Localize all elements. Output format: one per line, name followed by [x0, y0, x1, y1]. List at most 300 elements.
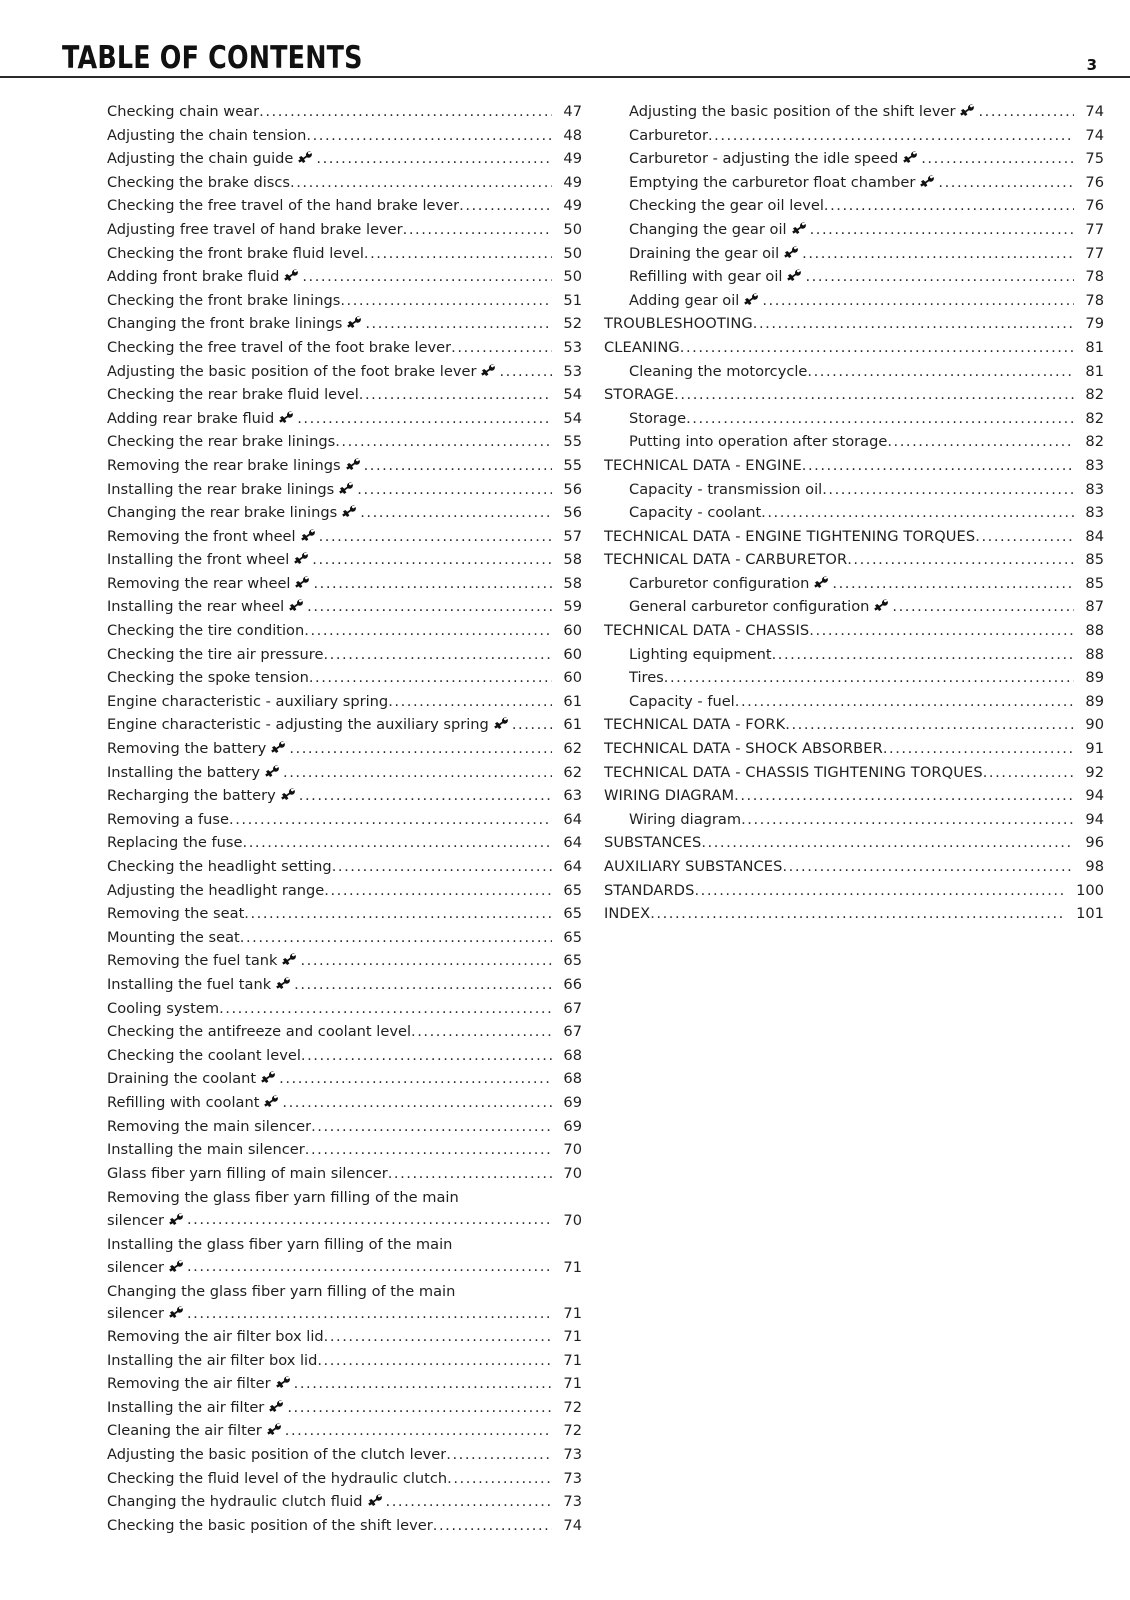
- toc-sub-entry[interactable]: [82, 595, 582, 619]
- toc-page-number: 82: [1085, 433, 1104, 451]
- toc-page-number: 98: [1085, 858, 1104, 875]
- toc-entry-label: Cooling system: [107, 999, 220, 1017]
- toc-sub-entry[interactable]: [604, 407, 1104, 431]
- wrench-icon: [169, 1260, 184, 1273]
- wrench-icon: [269, 1400, 284, 1413]
- toc-page-number: 48: [563, 126, 582, 144]
- dot-leader: [741, 808, 1074, 832]
- toc-sub-entry[interactable]: [82, 973, 582, 997]
- wrench-icon: [169, 1213, 184, 1226]
- dot-leader: [694, 879, 1066, 903]
- toc-sub-entry[interactable]: [82, 242, 582, 266]
- toc-page-number: 72: [563, 1422, 582, 1440]
- toc-sub-entry[interactable]: [604, 808, 1104, 832]
- toc-sub-entry[interactable]: [82, 949, 582, 973]
- toc-entry-label: Checking the brake discs: [107, 173, 290, 191]
- toc-sub-entry[interactable]: [82, 1372, 582, 1396]
- dot-leader: [802, 242, 1074, 266]
- dot-leader: [357, 478, 552, 502]
- toc-entry-label: Checking chain wear: [107, 103, 260, 120]
- toc-page-number: 47: [563, 103, 582, 120]
- toc-page-number: 96: [1085, 834, 1104, 852]
- toc-sub-entry[interactable]: [82, 218, 582, 242]
- dot-leader: [365, 312, 552, 336]
- toc-page-number: 84: [1085, 527, 1104, 545]
- toc-sub-entry[interactable]: [604, 595, 1104, 619]
- toc-entry-label: Engine characteristic - auxiliary spring: [107, 692, 389, 710]
- toc-sub-entry[interactable]: [604, 430, 1104, 454]
- dot-leader: [307, 595, 552, 619]
- toc-page-number: 49: [563, 173, 582, 191]
- dot-leader: [887, 430, 1074, 454]
- toc-sub-entry[interactable]: [604, 572, 1104, 596]
- dot-leader: [187, 1302, 552, 1326]
- toc-entry-label: Capacity - coolant: [629, 504, 762, 522]
- toc-sub-entry[interactable]: [82, 831, 582, 855]
- toc-page-number: 51: [563, 291, 582, 309]
- toc-entry-label: Checking the free travel of the hand brake lever: [107, 197, 460, 215]
- dot-leader: [451, 336, 552, 360]
- table-of-contents: [0, 100, 1130, 1537]
- dot-leader: [975, 525, 1074, 549]
- toc-entry-label-continued: silencer ..... 71: [107, 1255, 582, 1279]
- toc-page-number: 57: [563, 527, 582, 545]
- toc-entry-label: Checking the free travel of the foot brake lever: [107, 338, 452, 356]
- wrench-icon: [284, 269, 299, 282]
- toc-sub-entry[interactable]: [604, 147, 1104, 171]
- toc-entry-label: Changing the front brake linings: [107, 312, 365, 336]
- toc-page-number: 49: [563, 150, 582, 168]
- toc-page-number: 50: [563, 220, 582, 238]
- toc-sub-entry[interactable]: [82, 784, 582, 808]
- toc-entry-label: Tires: [629, 669, 664, 687]
- toc-entry-label: WIRING DIAGRAM: [604, 787, 735, 805]
- toc-page-number: 65: [563, 881, 582, 899]
- toc-entry-label: Wiring diagram: [629, 810, 742, 828]
- toc-page-number: 54: [563, 386, 582, 404]
- toc-sub-entry[interactable]: [604, 171, 1104, 195]
- toc-sub-entry[interactable]: [604, 100, 1104, 124]
- toc-entry-label-continued: silencer ..... 71: [107, 1302, 582, 1326]
- toc-sub-entry[interactable]: [82, 194, 582, 218]
- toc-page-number: 82: [1085, 386, 1104, 404]
- dot-leader: [762, 289, 1074, 313]
- toc-entry-label: Emptying the carburetor float chamber: [629, 171, 938, 195]
- wrench-icon: [903, 151, 918, 164]
- toc-sub-entry[interactable]: [82, 1020, 582, 1044]
- toc-sub-entry[interactable]: [82, 1138, 582, 1162]
- dot-leader: [311, 1115, 552, 1139]
- toc-page-number: 73: [563, 1469, 582, 1487]
- toc-sub-entry[interactable]: [82, 713, 582, 737]
- toc-entry-label: Removing the front wheel: [107, 525, 319, 549]
- toc-sub-entry[interactable]: [82, 336, 582, 360]
- dot-leader: [287, 1396, 552, 1420]
- toc-entry-label: Lighting equipment: [629, 645, 772, 663]
- toc-sub-entry[interactable]: [82, 1514, 582, 1538]
- toc-page-number: 61: [563, 716, 582, 734]
- toc-page-number: 71: [563, 1351, 582, 1369]
- toc-entry-label: Adding front brake fluid: [107, 265, 302, 289]
- dot-leader: [360, 501, 552, 525]
- toc-page-number: 92: [1085, 763, 1104, 781]
- toc-page-number: 73: [563, 1446, 582, 1464]
- toc-entry-label: Adjusting the basic position of the shift lever: [629, 100, 978, 124]
- dot-leader: [332, 855, 552, 879]
- toc-entry-label: TECHNICAL DATA - ENGINE TIGHTENING TORQUES: [604, 527, 976, 545]
- wrench-icon: [265, 765, 280, 778]
- dot-leader: [294, 1372, 552, 1396]
- dot-leader: [340, 289, 552, 313]
- toc-sub-entry[interactable]: [604, 194, 1104, 218]
- toc-entry-label: INDEX: [604, 905, 651, 923]
- toc-sub-entry[interactable]: [82, 454, 582, 478]
- toc-section-entry[interactable]: [604, 761, 1104, 785]
- toc-entry-label: Carburetor: [629, 126, 708, 144]
- toc-page-number: 87: [1085, 598, 1104, 616]
- dot-leader: [983, 761, 1074, 785]
- toc-entry-label: Removing the rear brake linings: [107, 454, 364, 478]
- toc-entry-label: Checking the coolant level: [107, 1046, 301, 1064]
- toc-entry-label: Cleaning the motorcycle: [629, 362, 808, 380]
- toc-sub-entry[interactable]: [82, 1467, 582, 1491]
- toc-section-entry[interactable]: [604, 383, 1104, 407]
- toc-section-entry[interactable]: [604, 312, 1104, 336]
- toc-sub-entry[interactable]: [604, 265, 1104, 289]
- toc-page-number: 55: [563, 456, 582, 474]
- dot-leader: [219, 997, 552, 1021]
- toc-sub-entry[interactable]: [82, 1396, 582, 1420]
- toc-sub-entry[interactable]: [82, 690, 582, 714]
- toc-page-number: 74: [1085, 126, 1104, 144]
- wrench-icon: [920, 175, 935, 188]
- toc-page-number: 69: [563, 1093, 582, 1111]
- toc-sub-entry[interactable]: [82, 761, 582, 785]
- toc-section-entry[interactable]: [604, 336, 1104, 360]
- toc-entry-label: Carburetor configuration: [629, 572, 832, 596]
- toc-entry-label: Adjusting the chain guide: [107, 147, 316, 171]
- toc-sub-entry[interactable]: [604, 501, 1104, 525]
- dot-leader: [294, 973, 552, 997]
- toc-sub-entry[interactable]: [82, 407, 582, 431]
- toc-page-number: 65: [563, 905, 582, 923]
- dot-leader: [388, 690, 552, 714]
- toc-page-number: 53: [563, 362, 582, 380]
- dot-leader: [411, 1020, 552, 1044]
- toc-sub-entry[interactable]: [82, 1115, 582, 1139]
- dot-leader: [847, 548, 1074, 572]
- toc-section-entry[interactable]: [604, 454, 1104, 478]
- toc-entry-label: Adding rear brake fluid: [107, 407, 297, 431]
- toc-entry-label: Refilling with gear oil: [629, 265, 805, 289]
- dot-leader: [459, 194, 552, 218]
- dot-leader: [403, 218, 552, 242]
- dot-leader: [447, 1467, 552, 1491]
- toc-entry-label: Changing the gear oil: [629, 218, 810, 242]
- dot-leader: [259, 100, 552, 124]
- toc-sub-entry[interactable]: [82, 124, 582, 148]
- toc-entry-label: Cleaning the air filter: [107, 1419, 285, 1443]
- toc-page-number: 89: [1085, 692, 1104, 710]
- toc-sub-entry[interactable]: [604, 360, 1104, 384]
- toc-sub-entry[interactable]: [82, 312, 582, 336]
- toc-sub-entry[interactable]: [604, 218, 1104, 242]
- toc-sub-entry[interactable]: [82, 902, 582, 926]
- toc-page-number: 83: [1085, 456, 1104, 474]
- toc-sub-entry[interactable]: [82, 1091, 582, 1115]
- toc-page-number: 66: [563, 975, 582, 993]
- toc-sub-entry[interactable]: [604, 242, 1104, 266]
- dot-leader: [299, 784, 552, 808]
- toc-sub-entry[interactable]: [82, 926, 582, 950]
- toc-page-number: 56: [563, 504, 582, 522]
- toc-entry-label: TECHNICAL DATA - CHASSIS TIGHTENING TORQUES: [604, 763, 983, 781]
- toc-entry-label: TECHNICAL DATA - CARBURETOR: [604, 551, 848, 569]
- page-number: 3: [1086, 56, 1097, 74]
- dot-leader: [680, 336, 1074, 360]
- toc-entry-label: Adjusting the headlight range: [107, 881, 325, 899]
- toc-sub-entry[interactable]: [82, 1490, 582, 1514]
- toc-sub-entry[interactable]: [82, 1443, 582, 1467]
- toc-sub-entry[interactable]: [82, 548, 582, 572]
- dot-leader: [664, 666, 1074, 690]
- dot-leader: [282, 1091, 552, 1115]
- dot-leader: [499, 360, 552, 384]
- toc-entry-label: Checking the tire condition: [107, 622, 305, 640]
- toc-entry-label: Removing the glass fiber yarn filling of the main: [107, 1189, 459, 1207]
- toc-entry-label: Removing the battery: [107, 737, 289, 761]
- toc-sub-entry[interactable]: [604, 124, 1104, 148]
- toc-sub-entry[interactable]: [82, 147, 582, 171]
- toc-entry-label: Removing the air filter box lid: [107, 1328, 324, 1346]
- toc-sub-entry[interactable]: [604, 643, 1104, 667]
- toc-sub-entry[interactable]: [604, 690, 1104, 714]
- toc-page-number: 101: [1076, 905, 1104, 923]
- toc-section-entry[interactable]: [604, 737, 1104, 761]
- toc-entry-label: Removing the seat: [107, 905, 245, 923]
- toc-sub-entry[interactable]: [82, 265, 582, 289]
- wrench-icon: [792, 222, 807, 235]
- dot-leader: [753, 312, 1074, 336]
- toc-section-entry[interactable]: [604, 902, 1104, 926]
- toc-entry-label: TECHNICAL DATA - SHOCK ABSORBER: [604, 740, 883, 758]
- toc-page-number: 71: [563, 1375, 582, 1393]
- toc-sub-entry[interactable]: [82, 1279, 582, 1326]
- wrench-icon: [960, 104, 975, 117]
- toc-entry-label: Draining the gear oil: [629, 242, 802, 266]
- toc-sub-entry[interactable]: [82, 572, 582, 596]
- toc-entry-label: Draining the coolant: [107, 1067, 279, 1091]
- toc-sub-entry[interactable]: [82, 643, 582, 667]
- toc-sub-entry[interactable]: [82, 1067, 582, 1091]
- toc-sub-entry[interactable]: [82, 619, 582, 643]
- toc-entry-label: Installing the battery: [107, 761, 283, 785]
- toc-page-number: 74: [563, 1516, 582, 1534]
- dot-leader: [324, 879, 552, 903]
- toc-entry-label: CLEANING: [604, 338, 680, 356]
- toc-page-number: 71: [563, 1328, 582, 1346]
- dot-leader: [802, 454, 1074, 478]
- dot-leader: [283, 761, 552, 785]
- dot-leader: [289, 737, 552, 761]
- toc-entry-label: Removing the main silencer: [107, 1117, 312, 1135]
- toc-section-entry[interactable]: [604, 619, 1104, 643]
- toc-entry-label: Checking the fluid level of the hydraulic clutch: [107, 1469, 448, 1487]
- toc-sub-entry[interactable]: [604, 478, 1104, 502]
- toc-entry-label: Removing the fuel tank: [107, 949, 300, 973]
- wrench-icon: [494, 717, 509, 730]
- dot-leader: [446, 1443, 552, 1467]
- toc-page-number: 65: [563, 952, 582, 970]
- toc-sub-entry[interactable]: [82, 1162, 582, 1186]
- toc-entry-label: Storage: [629, 409, 687, 427]
- toc-entry-label: Installing the fuel tank: [107, 973, 294, 997]
- toc-page-number: 74: [1085, 103, 1104, 120]
- dot-leader: [386, 1490, 552, 1514]
- dot-leader: [312, 548, 552, 572]
- wrench-icon: [169, 1306, 184, 1319]
- toc-sub-entry[interactable]: [82, 501, 582, 525]
- toc-page-number: 70: [563, 1141, 582, 1159]
- toc-sub-entry[interactable]: [604, 666, 1104, 690]
- dot-leader: [335, 430, 552, 454]
- dot-leader: [512, 713, 552, 737]
- toc-page-number: 81: [1085, 362, 1104, 380]
- toc-entry-label: Changing the glass fiber yarn filling of the main: [107, 1282, 456, 1300]
- toc-section-entry[interactable]: [604, 784, 1104, 808]
- toc-page-number: 49: [563, 197, 582, 215]
- wrench-icon: [295, 576, 310, 589]
- toc-sub-entry[interactable]: [82, 1185, 582, 1232]
- toc-entry-label: Checking the antifreeze and coolant level: [107, 1023, 411, 1041]
- toc-entry-label: AUXILIARY SUBSTANCES: [604, 858, 783, 875]
- toc-section-entry[interactable]: [604, 831, 1104, 855]
- wrench-icon: [784, 246, 799, 259]
- toc-section-entry[interactable]: [604, 879, 1104, 903]
- toc-entry-label: Removing a fuse: [107, 810, 230, 828]
- toc-sub-entry[interactable]: [82, 171, 582, 195]
- toc-entry-label: Installing the rear wheel: [107, 595, 307, 619]
- toc-entry-label: Checking the spoke tension: [107, 669, 309, 687]
- toc-page-number: 77: [1085, 220, 1104, 238]
- toc-entry-label: Installing the front wheel: [107, 548, 312, 572]
- toc-sub-entry[interactable]: [82, 525, 582, 549]
- toc-sub-entry[interactable]: [82, 478, 582, 502]
- toc-column-left: [82, 100, 582, 1537]
- wrench-icon: [298, 151, 313, 164]
- toc-entry-label: Installing the rear brake linings: [107, 478, 357, 502]
- toc-page-number: 65: [563, 928, 582, 946]
- toc-page-number: 94: [1085, 787, 1104, 805]
- toc-sub-entry[interactable]: [82, 1325, 582, 1349]
- toc-entry-label: Capacity - fuel: [629, 692, 735, 710]
- toc-sub-entry[interactable]: [604, 289, 1104, 313]
- toc-sub-entry[interactable]: [82, 855, 582, 879]
- dot-leader: [892, 595, 1074, 619]
- dot-leader: [433, 1514, 552, 1538]
- toc-section-entry[interactable]: [604, 525, 1104, 549]
- toc-sub-entry[interactable]: [82, 1419, 582, 1443]
- toc-page-number: 59: [563, 598, 582, 616]
- toc-sub-entry[interactable]: [82, 289, 582, 313]
- page-header: [0, 36, 1130, 78]
- wrench-icon: [301, 529, 316, 542]
- toc-section-entry[interactable]: [604, 855, 1104, 879]
- toc-entry-label: Installing the air filter box lid: [107, 1351, 318, 1369]
- wrench-icon: [368, 1494, 383, 1507]
- toc-section-entry[interactable]: [604, 713, 1104, 737]
- dot-leader: [244, 902, 552, 926]
- toc-section-entry[interactable]: [604, 548, 1104, 572]
- dot-leader: [809, 619, 1074, 643]
- toc-entry-label: Installing the air filter: [107, 1396, 287, 1420]
- toc-sub-entry[interactable]: [82, 1232, 582, 1279]
- toc-entry-label: Engine characteristic - adjusting the auxiliary spring: [107, 713, 512, 737]
- dot-leader: [921, 147, 1074, 171]
- toc-sub-entry[interactable]: [82, 997, 582, 1021]
- toc-page-number: 58: [563, 574, 582, 592]
- toc-sub-entry[interactable]: [82, 430, 582, 454]
- toc-entry-label: Changing the rear brake linings: [107, 501, 360, 525]
- toc-entry-label: Checking the rear brake linings: [107, 433, 336, 451]
- dot-leader: [824, 194, 1074, 218]
- toc-page-number: 81: [1085, 338, 1104, 356]
- toc-page-number: 50: [563, 268, 582, 286]
- toc-page-number: 60: [563, 645, 582, 663]
- toc-page-number: 85: [1085, 551, 1104, 569]
- dot-leader: [650, 902, 1066, 926]
- toc-sub-entry[interactable]: [82, 100, 582, 124]
- toc-sub-entry[interactable]: [82, 1044, 582, 1068]
- toc-entry-label: Mounting the seat: [107, 928, 240, 946]
- toc-page-number: 56: [563, 480, 582, 498]
- toc-page-number: 55: [563, 433, 582, 451]
- dot-leader: [735, 690, 1074, 714]
- toc-page-number: 73: [563, 1493, 582, 1511]
- dot-leader: [785, 713, 1074, 737]
- toc-sub-entry[interactable]: [82, 383, 582, 407]
- toc-entry-label: TECHNICAL DATA - ENGINE: [604, 456, 802, 474]
- wrench-icon: [294, 552, 309, 565]
- dot-leader: [229, 808, 552, 832]
- toc-sub-entry[interactable]: [82, 879, 582, 903]
- toc-sub-entry[interactable]: [82, 737, 582, 761]
- toc-entry-label: Changing the hydraulic clutch fluid: [107, 1490, 386, 1514]
- toc-page-number: 89: [1085, 669, 1104, 687]
- dot-leader: [279, 1067, 552, 1091]
- toc-entry-label: Putting into operation after storage: [629, 433, 888, 451]
- dot-leader: [319, 525, 552, 549]
- toc-sub-entry[interactable]: [82, 666, 582, 690]
- dot-leader: [807, 360, 1074, 384]
- toc-entry-label: TECHNICAL DATA - FORK: [604, 716, 786, 734]
- wrench-icon: [281, 788, 296, 801]
- toc-page-number: 61: [563, 692, 582, 710]
- wrench-icon: [271, 741, 286, 754]
- toc-page-number: 62: [563, 740, 582, 758]
- toc-page-number: 64: [563, 810, 582, 828]
- toc-page-number: 64: [563, 834, 582, 852]
- wrench-icon: [339, 482, 354, 495]
- toc-sub-entry[interactable]: [82, 360, 582, 384]
- toc-entry-label: Checking the front brake linings: [107, 291, 341, 309]
- toc-page-number: 71: [563, 1305, 582, 1323]
- toc-page-number: 77: [1085, 244, 1104, 262]
- toc-sub-entry[interactable]: [82, 1349, 582, 1373]
- toc-sub-entry[interactable]: [82, 808, 582, 832]
- toc-page-number: 83: [1085, 480, 1104, 498]
- toc-page-number: 78: [1085, 268, 1104, 286]
